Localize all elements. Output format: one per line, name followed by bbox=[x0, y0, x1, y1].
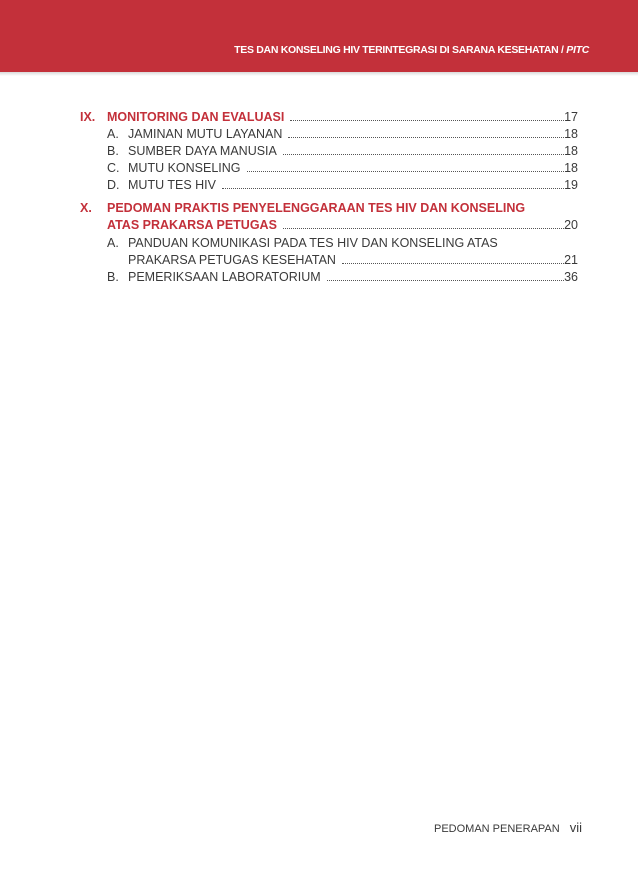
dot-leader bbox=[327, 269, 564, 281]
running-header bbox=[234, 44, 589, 56]
toc-entry-line bbox=[128, 143, 578, 159]
dot-leader bbox=[247, 160, 564, 172]
chapter-number: IX. bbox=[80, 110, 96, 124]
chapter-title: MONITORING DAN EVALUASI bbox=[107, 110, 285, 124]
footer-page-number: vii bbox=[569, 820, 582, 835]
item-title-line2: PRAKARSA PETUGAS KESEHATAN bbox=[128, 253, 336, 267]
toc-entry-line bbox=[107, 217, 578, 233]
toc-entry-line bbox=[107, 109, 578, 125]
dot-leader bbox=[222, 177, 564, 189]
page-number: 18 bbox=[564, 127, 578, 141]
chapter-title-line2: ATAS PRAKARSA PETUGAS bbox=[107, 218, 277, 232]
item-letter: C. bbox=[107, 161, 120, 175]
item-title: MUTU TES HIV bbox=[128, 178, 216, 192]
page-number: 36 bbox=[564, 270, 578, 284]
dot-leader bbox=[290, 109, 564, 121]
page-number: 19 bbox=[564, 178, 578, 192]
header-shadow bbox=[0, 72, 638, 76]
running-header-italic: PITC bbox=[566, 44, 589, 56]
chapter-number: X. bbox=[80, 201, 92, 215]
page-number: 18 bbox=[564, 161, 578, 175]
page-number: 21 bbox=[564, 253, 578, 267]
item-letter: B. bbox=[107, 270, 119, 284]
toc-entry-line bbox=[128, 126, 578, 142]
item-letter: B. bbox=[107, 144, 119, 158]
dot-leader bbox=[342, 252, 564, 264]
page-number: 17 bbox=[564, 110, 578, 124]
toc-entry-line bbox=[128, 160, 578, 176]
item-title: MUTU KONSELING bbox=[128, 161, 241, 175]
dot-leader bbox=[283, 217, 564, 229]
running-header-text: TES DAN KONSELING HIV TERINTEGRASI DI SARANA KESEHATAN / bbox=[234, 44, 567, 56]
item-title: PEMERIKSAAN LABORATORIUM bbox=[128, 270, 321, 284]
item-title: SUMBER DAYA MANUSIA bbox=[128, 144, 277, 158]
page-number: 18 bbox=[564, 144, 578, 158]
toc-entry-line bbox=[128, 269, 578, 285]
item-title: JAMINAN MUTU LAYANAN bbox=[128, 127, 283, 141]
dot-leader bbox=[283, 143, 564, 155]
toc-entry-line bbox=[128, 177, 578, 193]
chapter-title-line1: PEDOMAN PRAKTIS PENYELENGGARAAN TES HIV DAN KONSELING bbox=[107, 201, 526, 215]
toc-entry-line bbox=[128, 252, 578, 268]
header-band bbox=[0, 0, 638, 72]
page-number: 20 bbox=[564, 218, 578, 232]
item-letter: D. bbox=[107, 178, 120, 192]
item-letter: A. bbox=[107, 127, 119, 141]
item-letter: A. bbox=[107, 236, 119, 250]
page-footer bbox=[434, 820, 582, 835]
dot-leader bbox=[288, 126, 564, 138]
footer-label: PEDOMAN PENERAPAN bbox=[434, 823, 560, 835]
item-title-line1: PANDUAN KOMUNIKASI PADA TES HIV DAN KONSELING ATAS bbox=[128, 236, 498, 250]
